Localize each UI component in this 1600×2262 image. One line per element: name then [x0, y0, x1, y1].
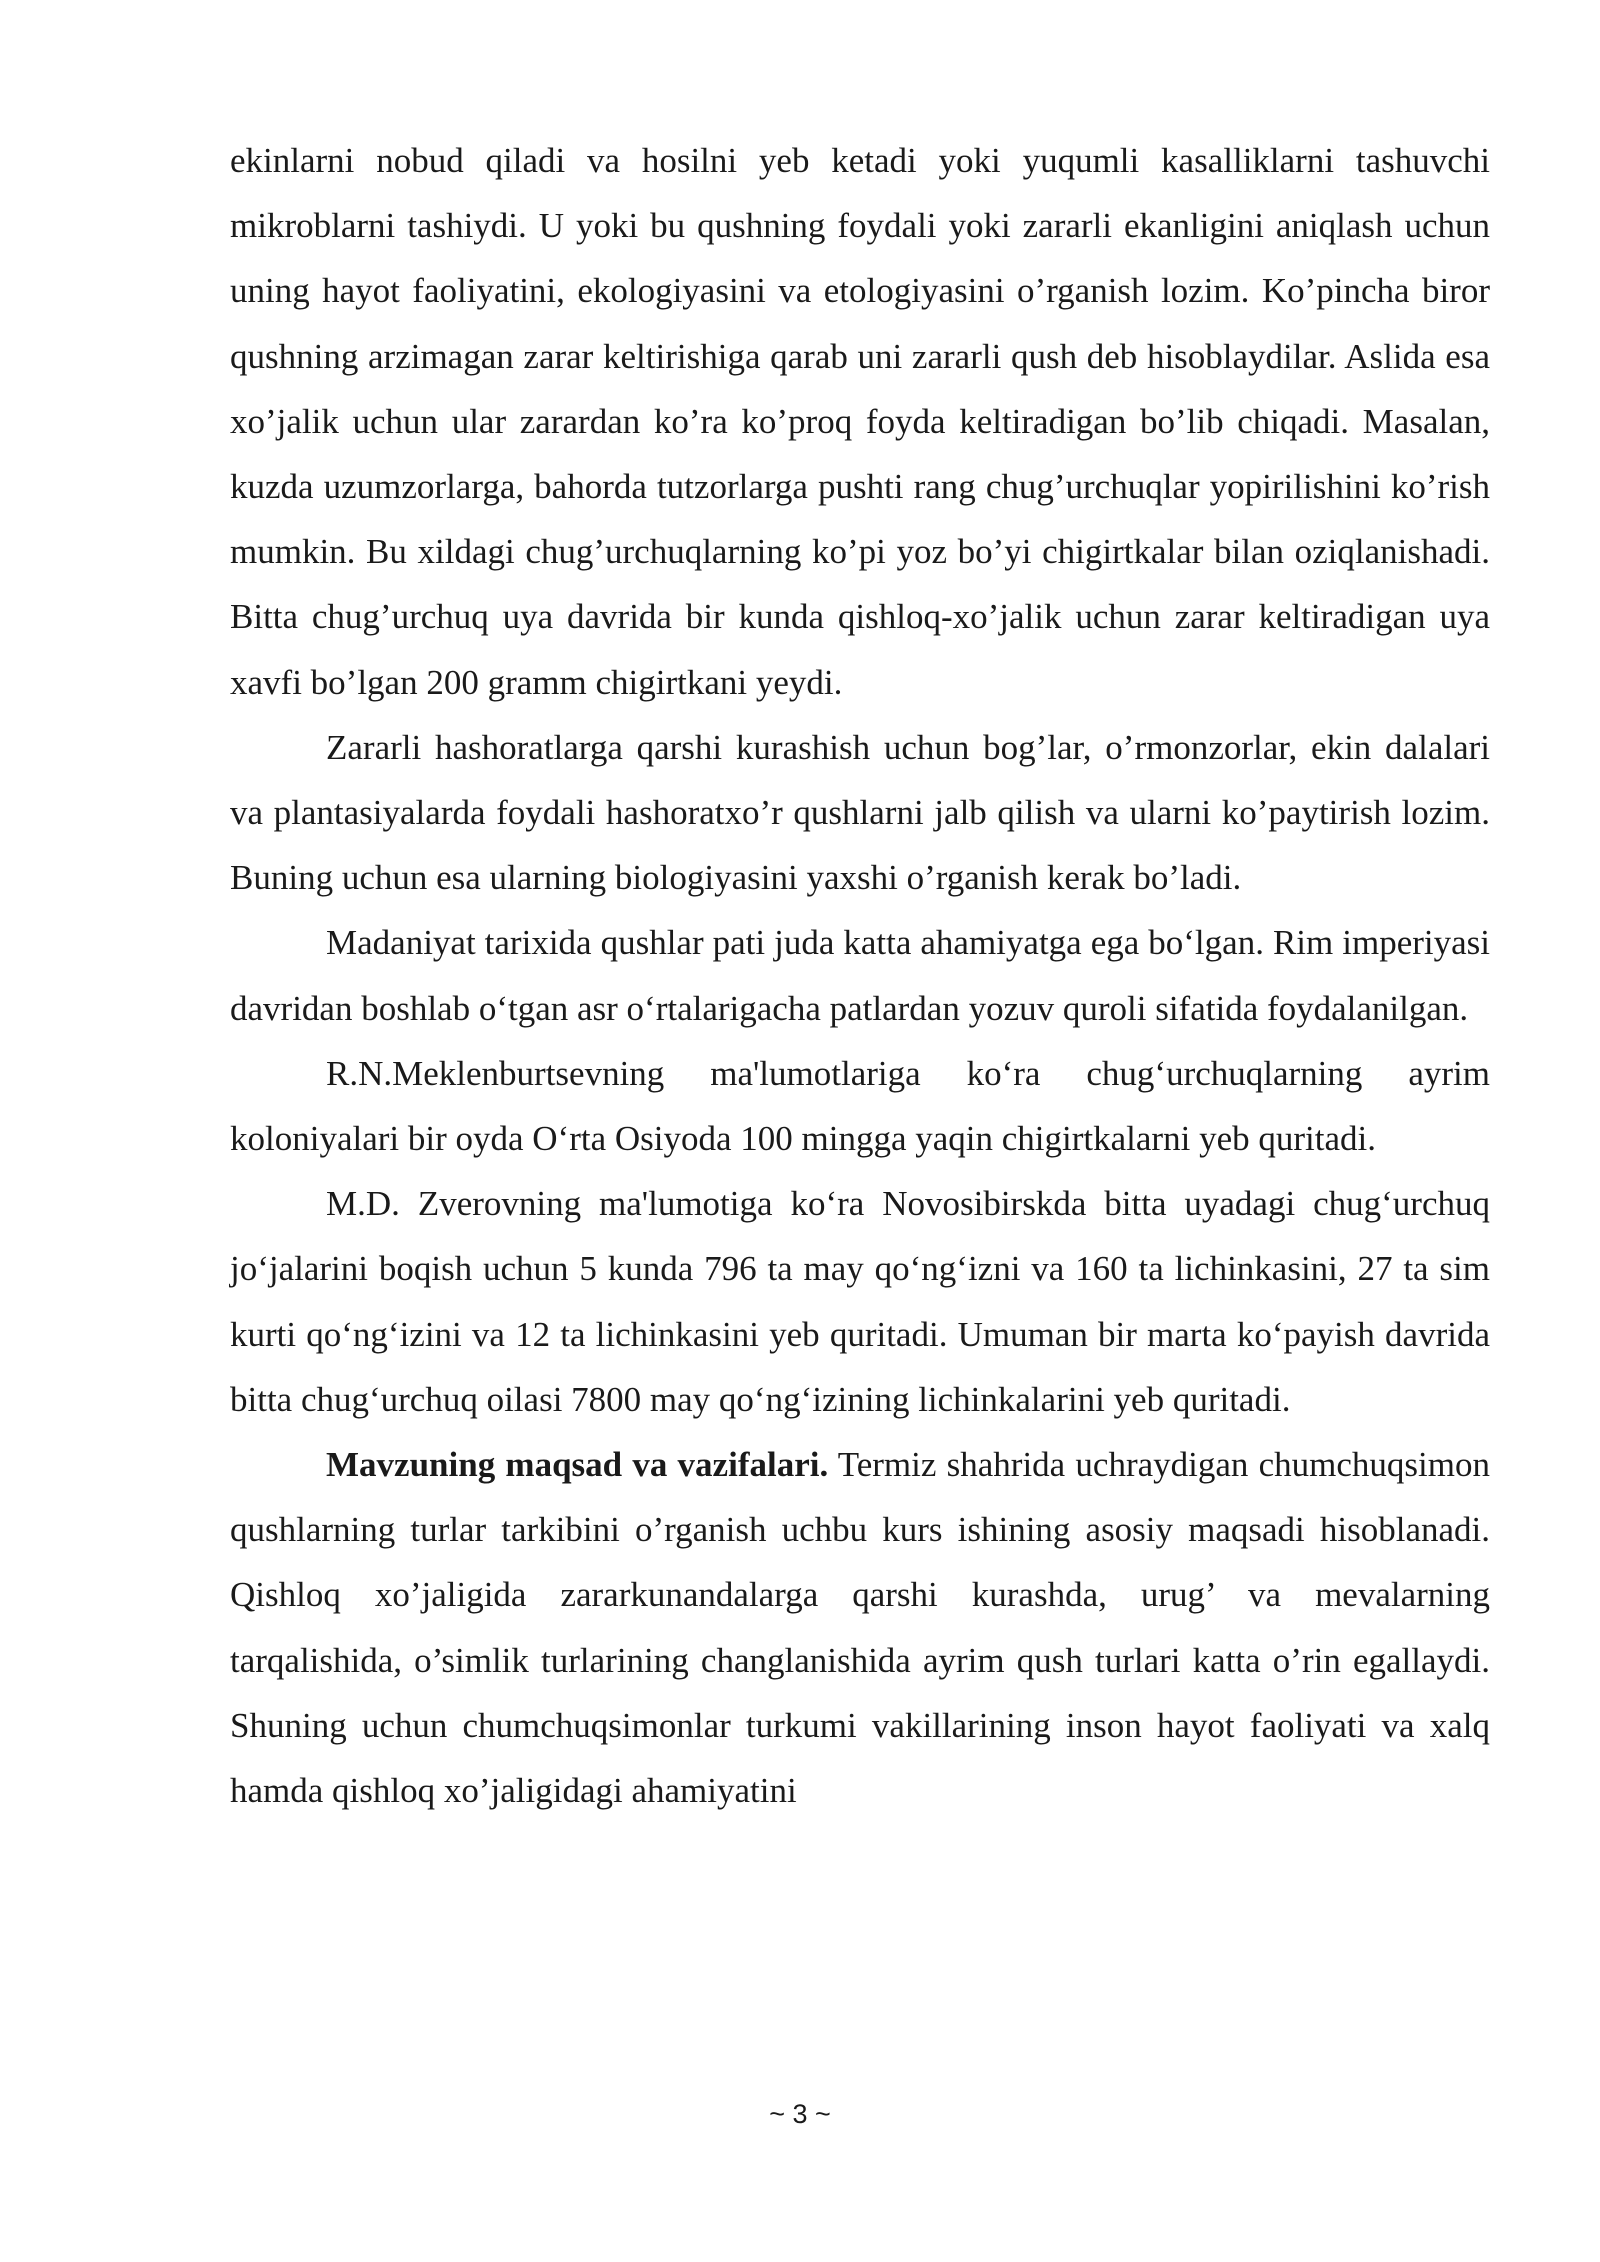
paragraph-3: Madaniyat tarixida qushlar pati juda katta ahamiyatga ega bo‘lgan. Rim imperiyasi davridan boshlab o‘tgan asr o‘rtalarigacha patlardan yozuv quroli sifatida foydalanilgan.: [230, 923, 1490, 1028]
paragraph-2: Zararli hashoratlarga qarshi kurashish uchun bog’lar, o’rmonzorlar, ekin dalalari va plantasiyalarda foydali hashoratxo’r qushlarni jalb qilish va ularni ko’paytirish lozim. Buning uchun esa ularning biologiyasini yaxshi o’rganish kerak bo’ladi.: [230, 727, 1490, 898]
paragraph-4: R.N.Meklenburtsevning ma'lumotlariga ko‘ra chug‘urchuqlarning ayrim koloniyalari bir oyda O‘rta Osiyoda 100 mingga yaqin chigirtkalarni yeb quritadi.: [230, 1053, 1490, 1159]
document-body: [230, 128, 1490, 1823]
paragraph-1: ekinlarni nobud qiladi va hosilni yeb ketadi yoki yuqumli kasalliklarni tashuvchi mikroblarni tashiydi. U yoki bu qushning foydali yoki zararli ekanligini aniqlash uchun uning hayot faoliyatini, ekologiyasini va etologiyasini o’rganish lozim. Ko’pincha biror qushning arzimagan zarar keltirishiga qarab uni zararli qush deb hisoblaydilar. Aslida esa xo’jalik uchun ular zarardan ko’ra ko’proq foyda keltiradigan bo’lib chiqadi. Masalan, kuzda uzumzorlarga, bahorda tutzorlarga pushti rang chug’urchuqlar yopirilishini ko’rish mumkin. Bu xildagi chug’urchuqlarning ko’pi yoz bo’yi chigirtkalar bilan oziqlanishadi. Bitta chug’urchuq uya davrida bir kunda qishloq-xo’jalik uchun zarar keltiradigan uya xavfi bo’lgan 200 gramm chigirtkani yeydi.: [230, 141, 1490, 702]
paragraph-6: [230, 1432, 1490, 1823]
section-heading: Mavzuning maqsad va vazifalari.: [326, 1445, 829, 1485]
paragraph-5: M.D. Zverovning ma'lumotiga ko‘ra Novosibirskda bitta uyadagi chug‘urchuq jo‘jalarini boqish uchun 5 kunda 796 ta may qo‘ng‘izni va 160 ta lichinkasini, 27 ta sim kurti qo‘ng‘izini va 12 ta lichinkasini yeb quritadi. Umuman bir marta ko‘payish davrida bitta chug‘urchuq oilasi 7800 may qo‘ng‘izining lichinkalarini yeb quritadi.: [230, 1184, 1490, 1419]
paragraph-6-text: Termiz shahrida uchraydigan chumchuqsimon qushlarning turlar tarkibini o’rganish uchbu kurs ishining asosiy maqsadi hisoblanadi. Qishloq xo’jaligida zararkunandalarga qarshi kurashda, urug’ va mevalarning tarqalishida, o’simlik turlarining changlanishida ayrim qush turlari katta o’rin egallaydi. Shuning uchun chumchuqsimonlar turkumi vakillarining inson hayot faoliyati va xalq hamda qishloq xo’jaligidagi ahamiyatini: [230, 1445, 1490, 1811]
page-number: ~ 3 ~: [769, 2099, 831, 2129]
